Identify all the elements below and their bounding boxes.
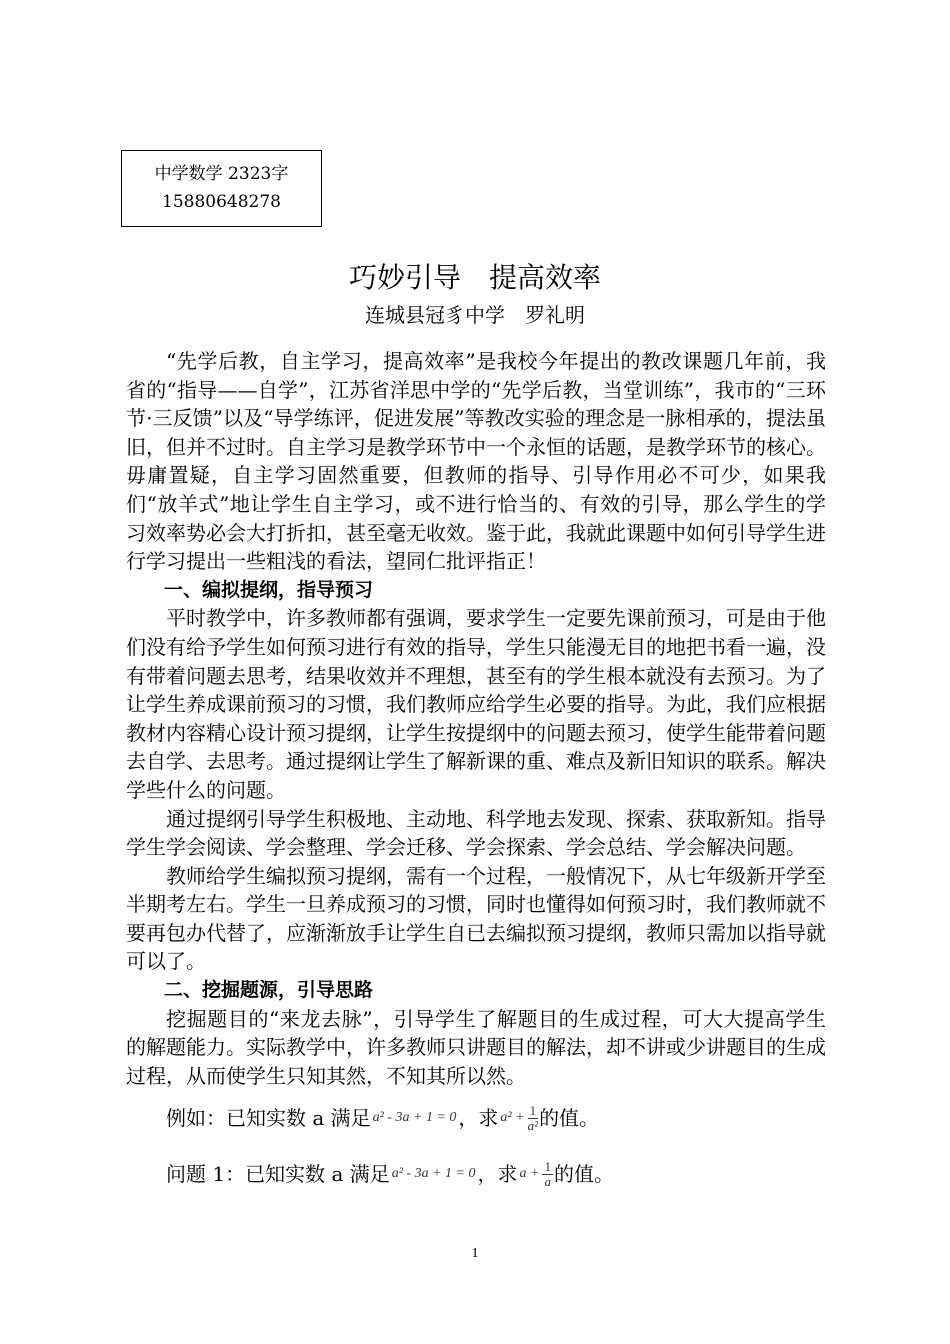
info-box-line2: 15880648278 — [162, 192, 281, 212]
info-box — [121, 150, 322, 227]
problem1-prefix: 问题 1：已知实数 a 满足 — [166, 1162, 390, 1187]
paragraph-2: 通过提纲引导学生积极地、主动地、科学地去发现、探索、获取新知。指导学生学会阅读、学会整理、学会迁移、学会探索、学会总结、学会解决问题。 — [126, 806, 826, 860]
example-frac-num: 1 — [529, 1102, 537, 1118]
paragraph-4: 挖掘题目的“来龙去脉”，引导学生了解题目的生成过程，可大大提高学生的解题能力。实际教学中，许多教师只讲题目的解法，却不讲或少讲题目的生成过程，从而使学生只知其然，不知其所以然。 — [126, 1006, 826, 1088]
intro-paragraph: “先学后教，自主学习，提高效率”是我校今年提出的教改课题几年前，我省的“指导——自学”，江苏省洋思中学的“先学后教，当堂训练”，我市的“三环节·三反馈”以及“导学练评，促进发展”等教改实验的理念是一脉相承的，提法虽旧，但并不过时。自主学习是教学环节中一个永恒的话题，是教学环节的核心。毋庸置疑，自主学习固然重要，但教师的指导、引导作用必不可少，如果我们“放羊式”地让学生自主学习，或不进行恰当的、有效的引导，那么学生的学习效率势必会大打折扣，甚至毫无收效。鉴于此，我就此课题中如何引导学生进行学习提出一些粗浅的看法，望同仁批评指正！ — [126, 349, 826, 574]
example-prefix: 例如：已知实数 a 满足 — [166, 1106, 371, 1131]
example-line — [126, 1090, 826, 1146]
paragraph-3: 教师给学生编拟预习提纲，需有一个过程，一般情况下，从七年级新开学至半期考左右。学生一旦养成预习的习惯，同时也懂得如何预习时，我们教师就不要再包办代替了，应渐渐放手让学生自已去编拟预习提纲，教师只需加以指导就可以了。 — [126, 863, 826, 974]
section-heading-1: 一、编拟提纲，指导预习 — [164, 578, 374, 601]
author-line: 连城县冠豸中学 罗礼明 — [365, 303, 585, 327]
page-number: 1 — [471, 1246, 479, 1261]
problem1-mid: ，求 — [477, 1162, 518, 1187]
section-heading-2: 二、挖掘题源，引导思路 — [164, 979, 374, 1002]
example-expr: a² + — [500, 1110, 525, 1126]
problem1-fraction — [542, 1160, 553, 1189]
example-mid: ，求 — [458, 1106, 499, 1131]
problem1-expr: a + — [519, 1166, 540, 1182]
page-title: 巧妙引导 提高效率 — [348, 261, 601, 294]
example-equation: a² - 3a + 1 = 0 — [372, 1110, 457, 1126]
example-suffix: 的值。 — [539, 1106, 600, 1131]
example-fraction — [528, 1104, 539, 1133]
problem1-suffix: 的值。 — [553, 1162, 614, 1187]
problem1-frac-den: a — [544, 1173, 551, 1189]
example-frac-den: a² — [527, 1117, 539, 1133]
info-box-line1: 中学数学 2323字 — [154, 164, 289, 184]
problem1-line — [126, 1146, 826, 1202]
article-body — [126, 347, 826, 1202]
problem1-equation: a² - 3a + 1 = 0 — [391, 1166, 476, 1182]
paragraph-1: 平时教学中，许多教师都有强调，要求学生一定要先课前预习，可是由于他们没有给予学生如何预习进行有效的指导，学生只能漫无目的地把书看一遍，没有带着问题去思考，结果收效并不理想，甚至有的学生根本就没有去预习。为了让学生养成课前预习的习惯，我们教师应给学生必要的指导。为此，我们应根据教材内容精心设计预习提纲，让学生按提纲中的问题去预习，使学生能带着问题去自学、去思考。通过提纲让学生了解新课的重、难点及新旧知识的联系。解决学些什么的问题。 — [126, 606, 826, 802]
problem1-frac-num: 1 — [544, 1158, 551, 1174]
